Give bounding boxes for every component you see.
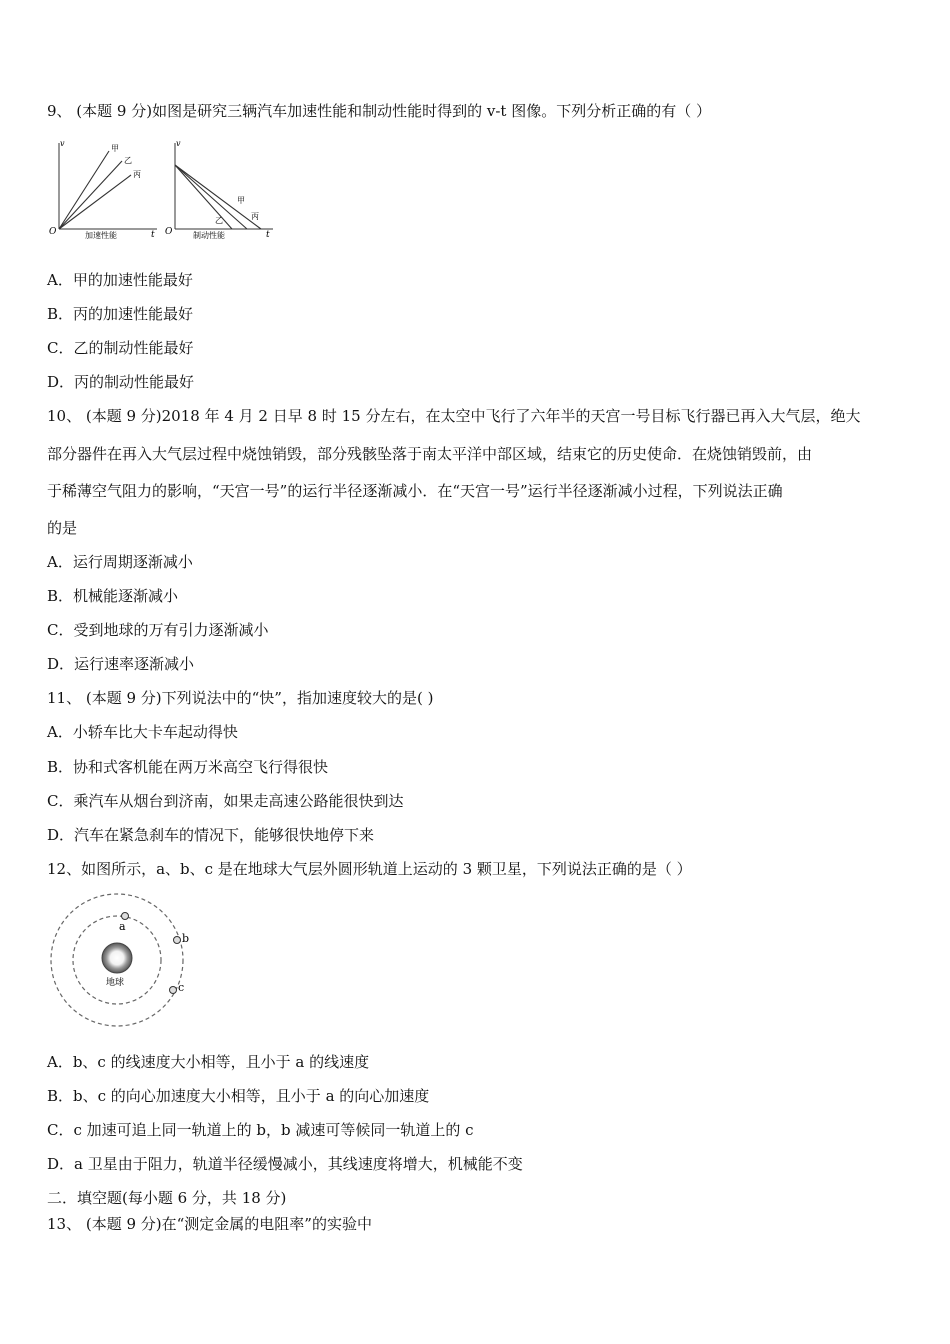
v-axis-label: v [60, 139, 65, 148]
q12-option-d: D．a 卫星由于阻力，轨道半径缓慢减小，其线速度将增大，机械能不变 [47, 1155, 523, 1173]
v-axis-label-2: v [176, 139, 181, 148]
q10-option-c: C．受到地球的万有引力逐渐减小 [47, 621, 269, 639]
yi-accel-line [59, 161, 122, 229]
left-caption: 加速性能 [85, 231, 117, 240]
jia-label: 甲 [111, 144, 119, 153]
braking-graph [165, 139, 273, 240]
bing-label-2: 丙 [251, 212, 259, 221]
q9-option-b: B．丙的加速性能最好 [47, 305, 194, 323]
q13-stem: 13、 (本题 9 分)在“测定金属的电阻率”的实验中 [47, 1215, 372, 1233]
q12-option-b: B．b、c 的向心加速度大小相等，且小于 a 的向心加速度 [47, 1087, 430, 1105]
origin-label-2: O [165, 227, 173, 237]
yi-label: 乙 [124, 156, 132, 165]
q9-option-c: C．乙的制动性能最好 [47, 339, 194, 357]
q11-option-b: B．协和式客机能在两万米高空飞行得很快 [47, 758, 329, 776]
yi-brake-line [175, 165, 232, 229]
q12-option-a: A．b、c 的线速度大小相等，且小于 a 的线速度 [47, 1053, 370, 1071]
q12-stem: 12、如图所示，a、b、c 是在地球大气层外圆形轨道上运动的 3 颗卫星，下列说法正确的是（ ） [47, 860, 692, 878]
satellite-c-icon [170, 987, 177, 994]
origin-label: O [49, 227, 57, 237]
t-axis-label-2: t [266, 230, 270, 240]
satellite-b-label: b [182, 932, 190, 945]
q9-vt-figure [47, 137, 277, 247]
satellite-b-icon [174, 937, 181, 944]
satellite-a-label: a [119, 920, 126, 933]
q10-line-4: 的是 [47, 519, 78, 537]
q9-stem: 9、 (本题 9 分)如图是研究三辆汽车加速性能和制动性能时得到的 v-t 图像。下列分析正确的有（ ） [47, 102, 711, 120]
q12-option-c: C．c 加速可追上同一轨道上的 b，b 减速可等候同一轨道上的 c [47, 1121, 474, 1139]
jia-label-2: 甲 [237, 196, 245, 205]
q11-option-d: D．汽车在紧急刹车的情况下，能够很快地停下来 [47, 826, 375, 844]
satellite-a-icon [122, 913, 129, 920]
q10-option-d: D．运行速率逐渐减小 [47, 655, 195, 673]
q10-line-3: 于稀薄空气阻力的影响，“天宫一号”的运行半径逐渐减小．在“天宫一号”运行半径逐渐减小过程，下列说法正确 [47, 482, 783, 500]
bing-label: 丙 [133, 170, 141, 179]
satellite-c-label: c [178, 981, 185, 994]
q10-line-1: 10、 (本题 9 分)2018 年 4 月 2 日早 8 时 15 分左右，在太空中飞行了六年半的天宫一号目标飞行器已再入大气层，绝大 [47, 407, 861, 425]
right-caption: 制动性能 [193, 231, 225, 240]
q10-line-2: 部分器件在再入大气层过程中烧蚀销毁，部分残骸坠落于南太平洋中部区域，结束它的历史使命．在烧蚀销毁前，由 [47, 445, 813, 463]
t-axis-label: t [151, 230, 155, 240]
q11-option-c: C．乘汽车从烟台到济南，如果走高速公路能很快到达 [47, 792, 404, 810]
q12-orbit-figure [44, 890, 194, 1035]
acceleration-graph [49, 139, 157, 240]
yi-label-2: 乙 [215, 216, 223, 225]
section-2-heading: 二．填空题(每小题 6 分，共 18 分) [47, 1189, 287, 1207]
q10-option-a: A．运行周期逐渐减小 [47, 553, 193, 571]
q9-option-d: D．丙的制动性能最好 [47, 373, 195, 391]
q11-stem: 11、 (本题 9 分)下列说法中的“快”，指加速度较大的是( ) [47, 689, 434, 707]
jia-accel-line [59, 151, 109, 229]
q9-option-a: A．甲的加速性能最好 [47, 271, 193, 289]
q10-option-b: B．机械能逐渐减小 [47, 587, 179, 605]
bing-accel-line [59, 175, 131, 229]
q11-option-a: A．小轿车比大卡车起动得快 [47, 723, 238, 741]
earth-label: 地球 [106, 978, 125, 988]
earth-icon [102, 943, 132, 973]
